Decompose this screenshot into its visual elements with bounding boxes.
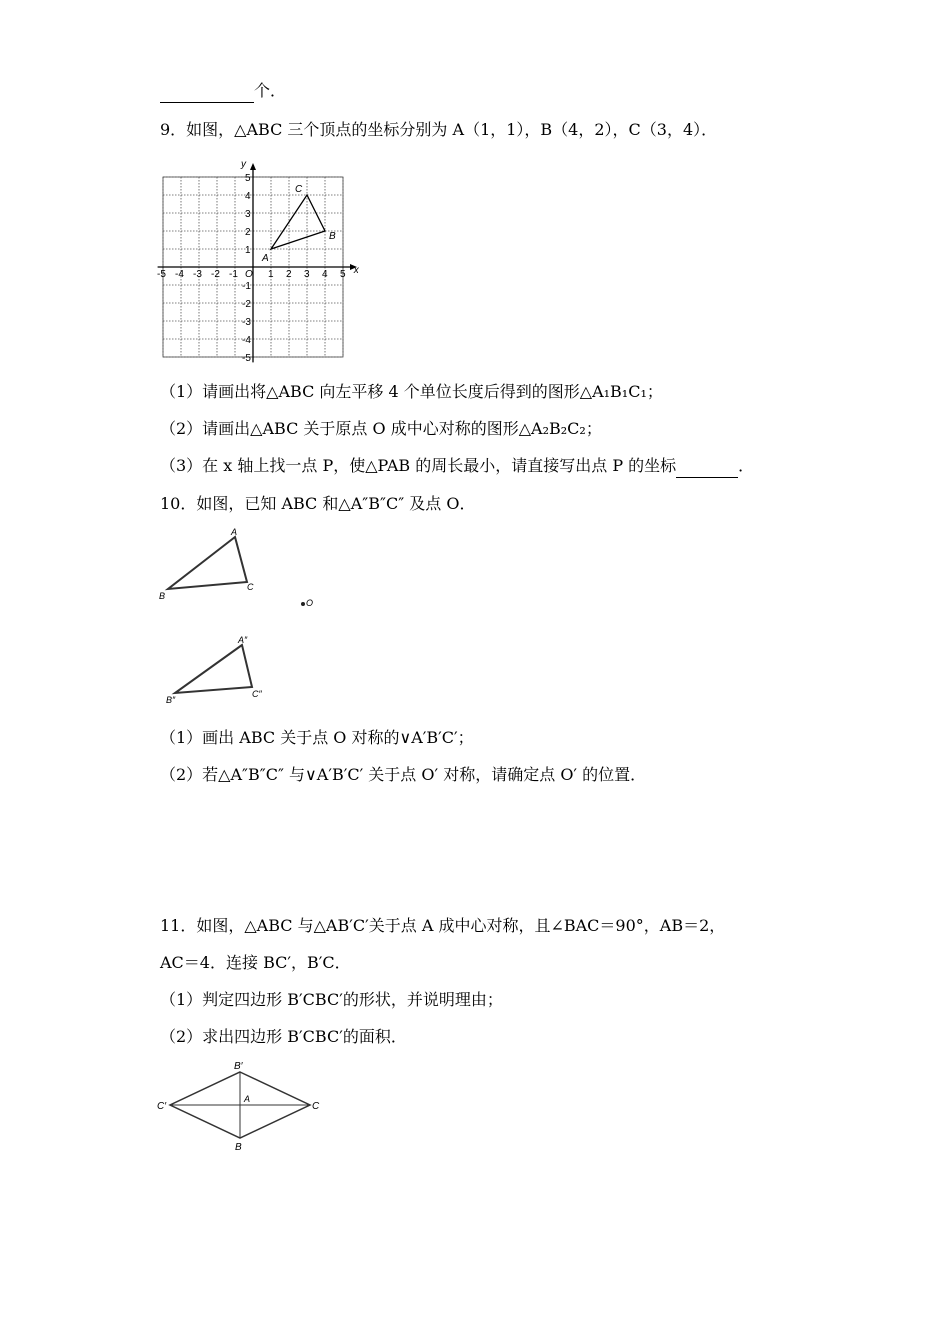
q9-coordinate-grid: [157, 154, 364, 364]
x-tick-label: 3: [304, 269, 310, 280]
label-b: B: [235, 1142, 242, 1153]
q10-stem: 10．如图，已知 ABC 和△A″B″C″ 及点 O．: [160, 494, 476, 513]
x-tick-label: 2: [286, 269, 292, 280]
top-line: [160, 80, 286, 103]
y-tick-label: -5: [242, 353, 251, 364]
y-tick-label: -2: [242, 299, 251, 310]
x-tick-label: -1: [229, 269, 238, 280]
x-tick-label: 5: [340, 269, 346, 280]
q9-answer-blank[interactable]: [676, 455, 738, 478]
q9-part2: （2）请画出△ABC 关于原点 O 成中心对称的图形△A₂B₂C₂；: [160, 419, 602, 438]
x-axis-label: x: [353, 265, 359, 276]
x-tick-label: -3: [193, 269, 202, 280]
x-tick-label: -2: [211, 269, 220, 280]
x-tick-label: 4: [322, 269, 328, 280]
q11-part2: （2）求出四边形 B′CBC′的面积．: [160, 1027, 407, 1046]
x-tick-label: -5: [157, 269, 166, 280]
axes: [158, 159, 360, 362]
x-tick-label: O: [245, 269, 253, 280]
x-tick-label: 1: [268, 269, 274, 280]
triangle-a2b2c2: [175, 645, 252, 693]
q9-stem: 9．如图，△ABC 三个顶点的坐标分别为 A（1，1），B（4，2），C（3，4）．: [160, 120, 718, 139]
q9-part1: （1）请画出将△ABC 向左平移 4 个单位长度后得到的图形△A₁B₁C₁；: [160, 382, 663, 401]
y-tick-label: 4: [245, 191, 251, 202]
label-bp: B′: [234, 1061, 243, 1072]
y-tick-label: 2: [245, 227, 251, 238]
point-o: [301, 602, 305, 606]
q10-part1: （1）画出 ABC 关于点 O 对称的∨A′B′C′；: [160, 728, 474, 747]
vertex-label-c: C: [295, 184, 303, 195]
y-tick-label: 3: [245, 209, 251, 220]
label-c: C: [312, 1101, 320, 1112]
triangle-abc: [168, 537, 247, 589]
q10-figure: [155, 525, 335, 715]
label-b2: B″: [166, 695, 176, 705]
label-b: B: [159, 591, 166, 601]
label-a2: A″: [238, 635, 248, 645]
label-cp: C′: [157, 1101, 167, 1112]
label-c: C: [247, 582, 254, 592]
label-c2: C″: [252, 689, 262, 699]
y-tick-label: 5: [245, 173, 251, 184]
q11-stem-line1: 11．如图，△ABC 与△AB′C′关于点 A 成中心对称，且∠BAC＝90°，AB＝2，: [160, 916, 726, 935]
vertex-label-a: A: [262, 253, 269, 264]
q11-figure: [155, 1055, 335, 1155]
y-tick-label: -4: [242, 335, 251, 346]
q11-stem-line2: AC＝4．连接 BC′，B′C．: [160, 953, 351, 972]
tick-labels: [157, 173, 346, 364]
y-tick-label: -1: [242, 281, 251, 292]
label-a: A: [231, 527, 238, 537]
answer-blank[interactable]: [160, 80, 254, 103]
q11-part1: （1）判定四边形 B′CBC′的形状，并说明理由；: [160, 990, 503, 1009]
top-line-suffix: 个．: [254, 81, 287, 100]
y-tick-label: 1: [245, 245, 251, 256]
q9-part3-text: （3）在 x 轴上找一点 P，使△PAB 的周长最小，请直接写出点 P 的坐标: [160, 456, 677, 475]
q10-part2: （2）若△A″B″C″ 与∨A′B′C′ 关于点 O′ 对称，请确定点 O′ 的位置．: [160, 765, 647, 784]
label-a: A: [244, 1094, 251, 1104]
y-tick-label: -3: [242, 317, 251, 328]
vertex-label-b: B: [329, 231, 336, 242]
x-tick-label: -4: [175, 269, 184, 280]
q9-part3: [160, 455, 754, 478]
triangle-abc-outline: [271, 195, 325, 249]
label-o: O: [306, 598, 314, 608]
y-axis-arrow: [250, 163, 256, 170]
y-axis-label: y: [241, 159, 246, 170]
q9-part3-end: ．: [738, 456, 755, 475]
